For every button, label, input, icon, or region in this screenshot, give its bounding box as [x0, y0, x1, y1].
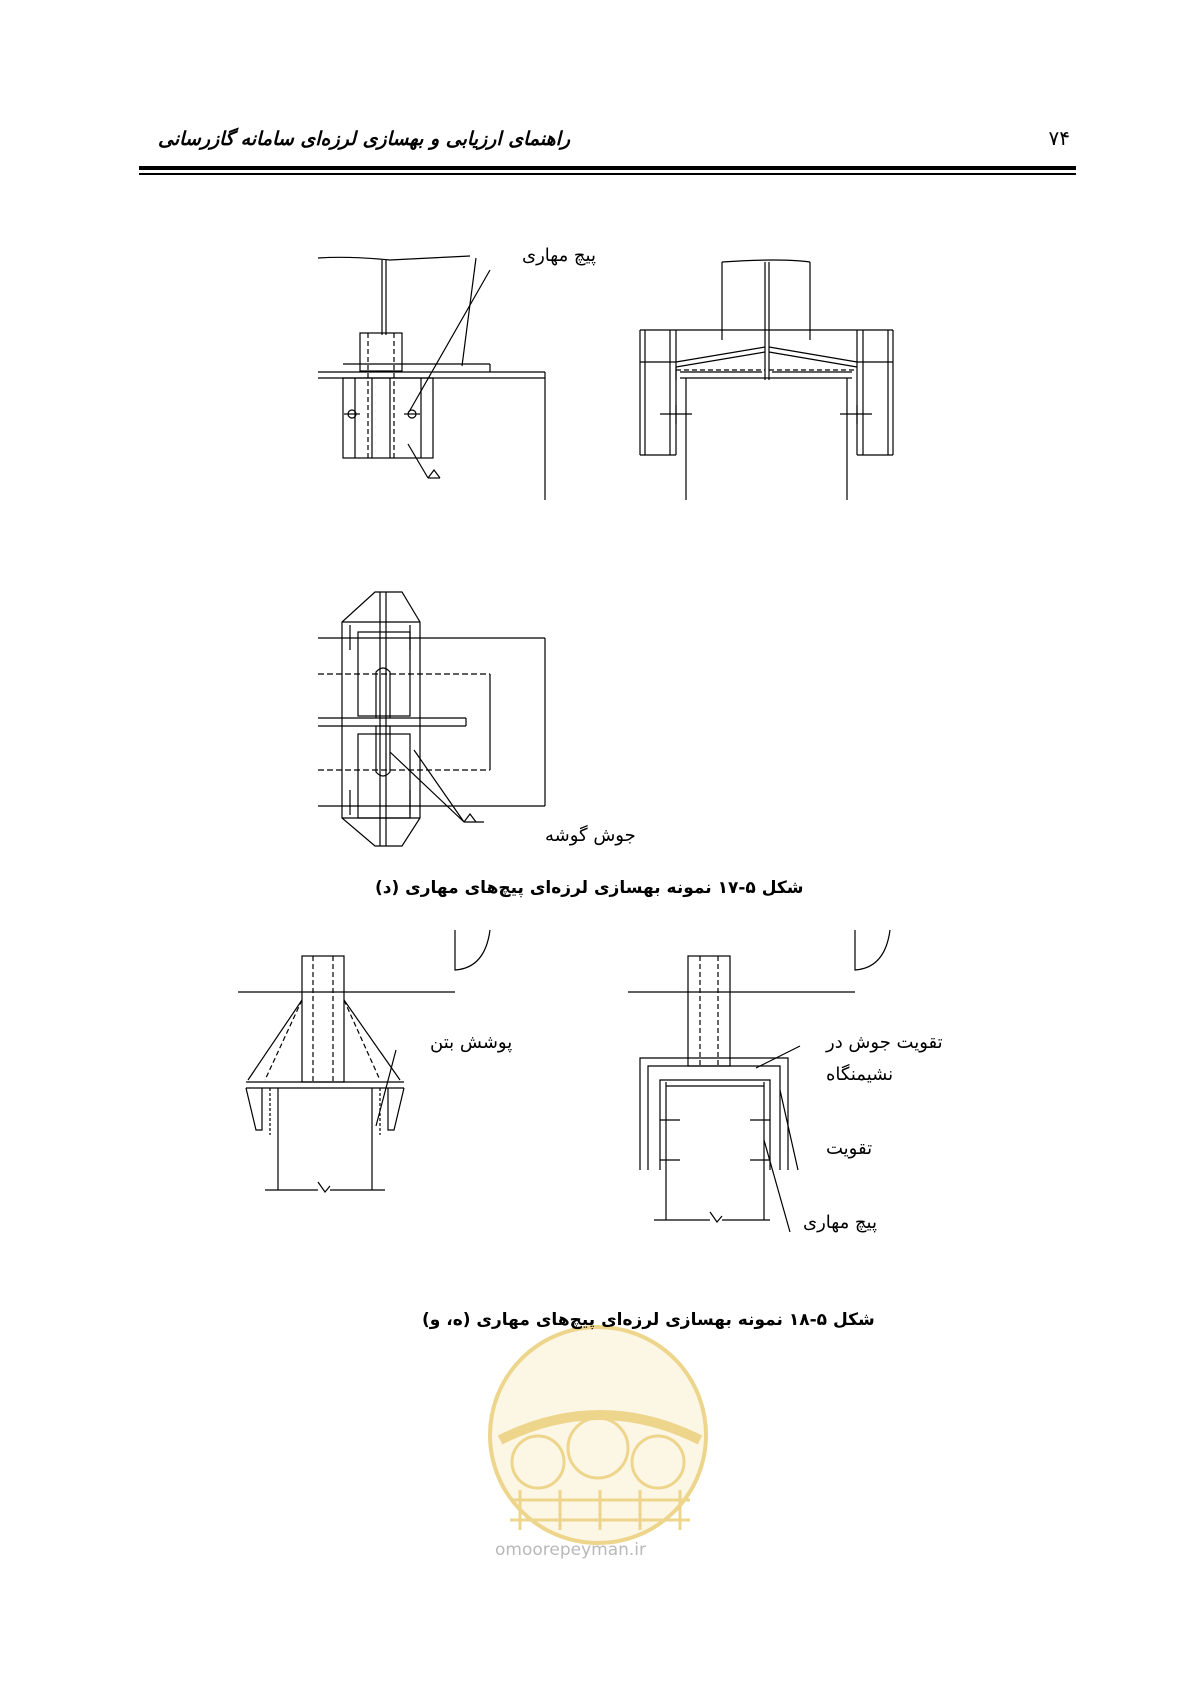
fig18-caption: شکل ۵-۱۸ نمونه بهسازی لرزه‌ای پیچ‌های مهاری (ه، و) — [422, 1310, 875, 1330]
fig18-label-concrete-cover: پوشش بتن — [430, 1032, 513, 1053]
fig17-caption: شکل ۵-۱۷ نمونه بهسازی لرزه‌ای پیچ‌های مهاری (د) — [375, 878, 804, 898]
fig17-side-view — [318, 256, 545, 500]
fig18-label-stiffener: تقویت — [826, 1138, 873, 1159]
fig17-front-view — [640, 260, 893, 500]
fig18-label-seat-weld-1: تقویت جوش در — [826, 1032, 943, 1053]
page-number: ۷۴ — [1048, 126, 1070, 150]
watermark-seal — [490, 1327, 706, 1543]
fig18-label-seat-weld-2: نشیمنگاه — [826, 1064, 894, 1085]
fig17-label-anchor-bolt: پیچ مهاری — [522, 245, 596, 266]
fig17-label-fillet-weld: جوش گوشه — [545, 825, 636, 846]
running-header-title: راهنمای ارزیابی و بهسازی لرزه‌ای سامانه گازرسانی — [158, 128, 571, 150]
fig18-left-view — [238, 930, 490, 1192]
fig17-plan-view — [318, 592, 545, 846]
watermark-url: omoorepeyman.ir — [495, 1540, 647, 1560]
fig18-label-anchor-bolt: پیچ مهاری — [803, 1212, 877, 1233]
